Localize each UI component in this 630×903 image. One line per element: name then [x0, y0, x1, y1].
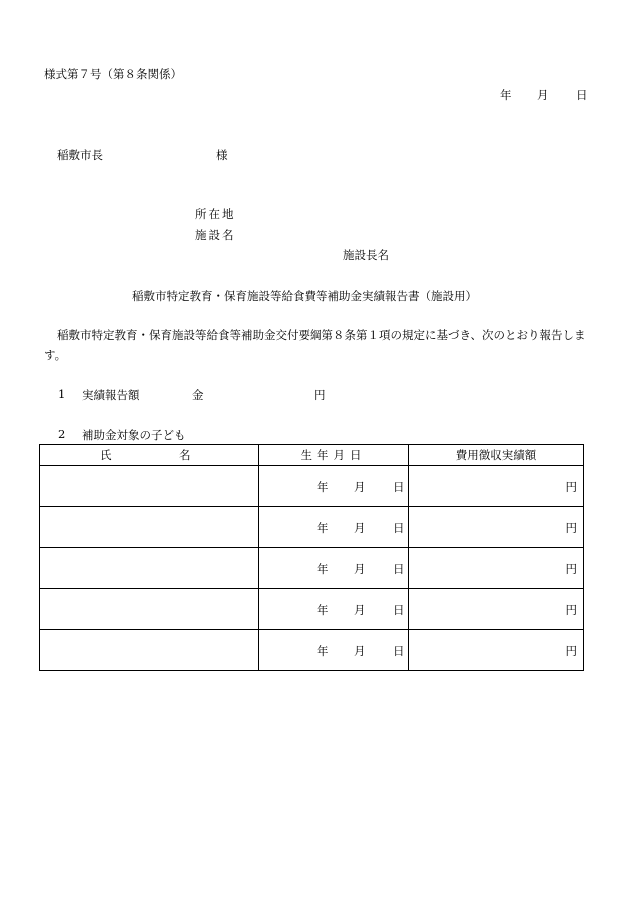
header-birthdate: 生年月日: [259, 445, 409, 466]
fee-cell[interactable]: [409, 548, 584, 589]
date-year-label: 年: [500, 88, 512, 102]
item1-amount-prefix: 金: [192, 388, 204, 402]
children-table: [39, 444, 584, 671]
table-row: [40, 466, 584, 507]
document-title: 稲敷市特定教育・保育施設等給食費等補助金実績報告書（施設用）: [132, 289, 477, 303]
birth-month-label: 月: [354, 521, 366, 535]
fee-cell[interactable]: [409, 630, 584, 671]
birth-month-label: 月: [354, 562, 366, 576]
birthdate-cell[interactable]: [259, 548, 409, 589]
birth-day-label: 日: [393, 644, 405, 658]
birth-year-label: 年: [317, 562, 329, 576]
fee-cell[interactable]: [409, 507, 584, 548]
date-month-label: 月: [537, 88, 549, 102]
birth-year-label: 年: [317, 480, 329, 494]
header-name-part2: 名: [179, 448, 191, 462]
addressee-name: 稲敷市長: [57, 148, 103, 162]
item2-number: 2: [58, 427, 66, 441]
fee-cell[interactable]: [409, 589, 584, 630]
name-cell[interactable]: [40, 548, 259, 589]
header-name-part1: 氏: [100, 448, 112, 462]
header-fee: 費用徴収実績額: [409, 445, 584, 466]
birthdate-cell[interactable]: [259, 466, 409, 507]
facility-name-label: 施設名: [195, 228, 236, 242]
addressee-honorific: 様: [216, 148, 228, 162]
table-row: [40, 507, 584, 548]
fee-unit-label: 円: [565, 603, 577, 617]
birthdate-cell[interactable]: [259, 589, 409, 630]
name-cell[interactable]: [40, 507, 259, 548]
date-day-label: 日: [576, 88, 588, 102]
body-text: 稲敷市特定教育・保育施設等給食等補助金交付要綱第８条第１項の規定に基づき、次のとおり報告します。: [44, 328, 586, 362]
birth-year-label: 年: [317, 521, 329, 535]
birth-month-label: 月: [354, 480, 366, 494]
fee-unit-label: 円: [565, 644, 577, 658]
birth-day-label: 日: [393, 562, 405, 576]
director-name-label: 施設長名: [343, 248, 389, 262]
name-cell[interactable]: [40, 589, 259, 630]
item1-number: 1: [58, 387, 66, 401]
birth-month-label: 月: [354, 644, 366, 658]
birthdate-cell[interactable]: [259, 630, 409, 671]
birth-year-label: 年: [317, 603, 329, 617]
birth-year-label: 年: [317, 644, 329, 658]
birth-day-label: 日: [393, 480, 405, 494]
form-number: 様式第７号（第８条関係）: [44, 67, 182, 81]
birth-month-label: 月: [354, 603, 366, 617]
fee-unit-label: 円: [565, 480, 577, 494]
table-row: [40, 589, 584, 630]
fee-unit-label: 円: [565, 562, 577, 576]
table-row: [40, 548, 584, 589]
birth-day-label: 日: [393, 521, 405, 535]
birth-day-label: 日: [393, 603, 405, 617]
header-name: [40, 445, 259, 466]
table-header-row: [40, 445, 584, 466]
name-cell[interactable]: [40, 630, 259, 671]
item2-label: 補助金対象の子ども: [82, 428, 186, 442]
item1-amount-unit: 円: [314, 388, 326, 402]
item1-label: 実績報告額: [82, 388, 140, 402]
table-row: [40, 630, 584, 671]
address-label: 所在地: [195, 207, 236, 221]
fee-cell[interactable]: [409, 466, 584, 507]
fee-unit-label: 円: [565, 521, 577, 535]
name-cell[interactable]: [40, 466, 259, 507]
birthdate-cell[interactable]: [259, 507, 409, 548]
